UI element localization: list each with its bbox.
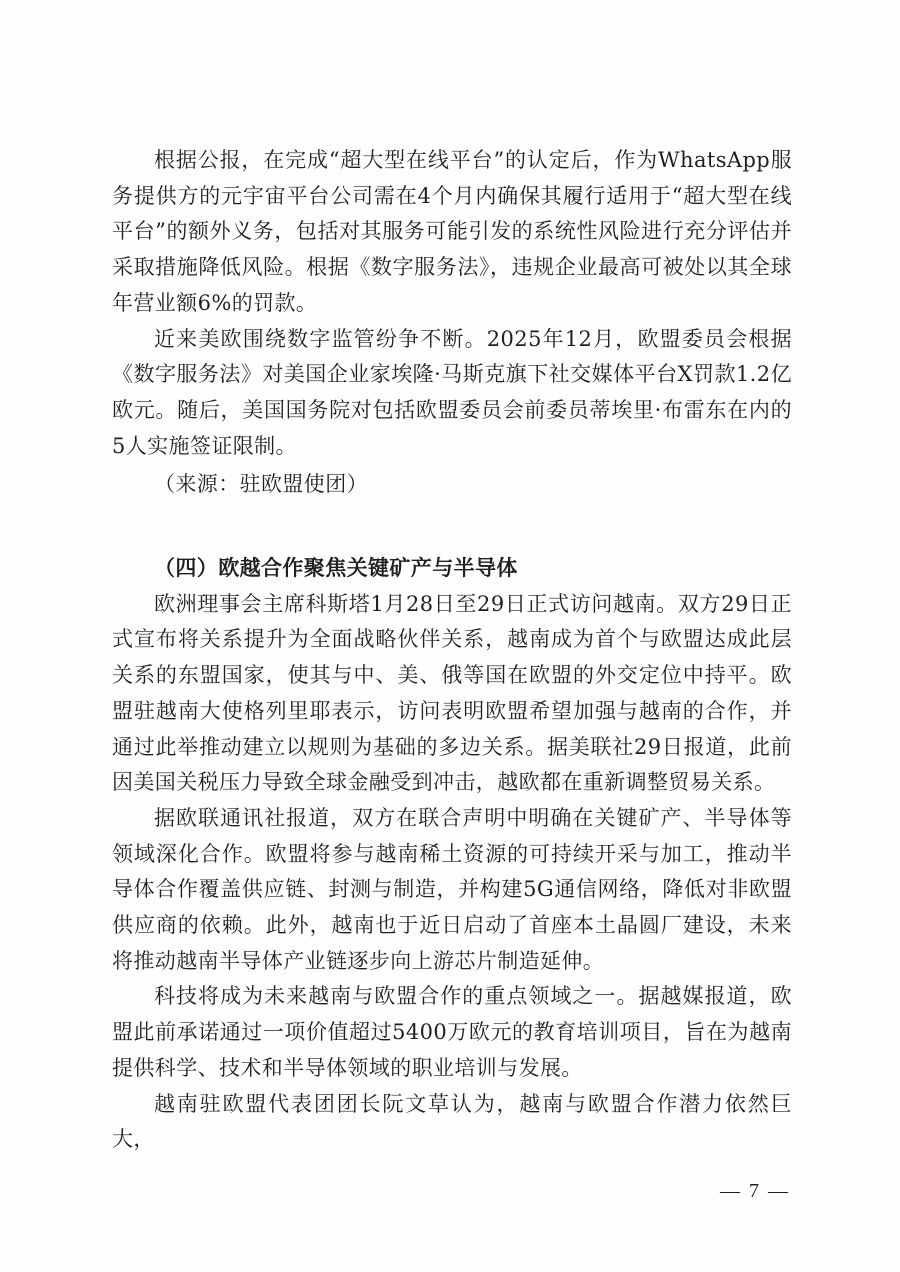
paragraph-tech-cooperation: 科技将成为未来越南与欧盟合作的重点领域之一。据越媒报道，欧盟此前承诺通过一项价值超过5400万欧元的教育培训项目，旨在为越南提供科学、技术和半导体领域的职业培训与发展。 <box>112 984 792 1080</box>
source-note: （来源：驻欧盟使团） <box>154 472 368 497</box>
paragraph-joint-statement: 据欧联通讯社报道，双方在联合声明中明确在关键矿产、半导体等领域深化合作。欧盟将参与越南稀土资源的可持续开采与加工，推动半导体合作覆盖供应链、封测与制造，并构建5G通信网络，降低对非欧盟供应商的依赖。此外，越南也于近日启动了首座本土晶圆厂建设，未来将推动越南半导体产业链逐步向上游芯片制造延伸。 <box>112 805 792 973</box>
paragraph-whatsapp-obligations: 根据公报，在完成“超大型在线平台”的认定后，作为WhatsApp服务提供方的元宇宙平台公司需在4个月内确保其履行适用于“超大型在线平台”的额外义务，包括对其服务可能引发的系统性风险进行充分评估并采取措施降低风险。根据《数字服务法》，违规企业最高可被处以其全球年营业额6%的罚款。 <box>112 148 792 315</box>
paragraph-ambassador-view: 越南驻欧盟代表团团长阮文草认为，越南与欧盟合作潜力依然巨大， <box>112 1091 792 1152</box>
section-heading: （四）欧越合作聚焦关键矿产与半导体 <box>154 556 518 581</box>
page-number: — 7 — <box>720 1180 790 1202</box>
document-body <box>112 143 792 1158</box>
paragraph-us-eu-disputes: 近来美欧围绕数字监管纷争不断。2025年12月，欧盟委员会根据《数字服务法》对美国企业家埃隆·马斯克旗下社交媒体平台X罚款1.2亿欧元。随后，美国国务院对包括欧盟委员会前委员蒂埃里·布雷东在内的5人实施签证限制。 <box>112 326 792 458</box>
paragraph-costa-visit: 欧洲理事会主席科斯塔1月28日至29日正式访问越南。双方29日正式宣布将关系提升为全面战略伙伴关系，越南成为首个与欧盟达成此层关系的东盟国家，使其与中、美、俄等国在欧盟的外交定位中持平。欧盟驻越南大使格列里耶表示，访问表明欧盟希望加强与越南的合作，并通过此举推动建立以规则为基础的多边关系。据美联社29日报道，此前因美国关税压力导致全球金融受到冲击，越欧都在重新调整贸易关系。 <box>112 591 792 795</box>
